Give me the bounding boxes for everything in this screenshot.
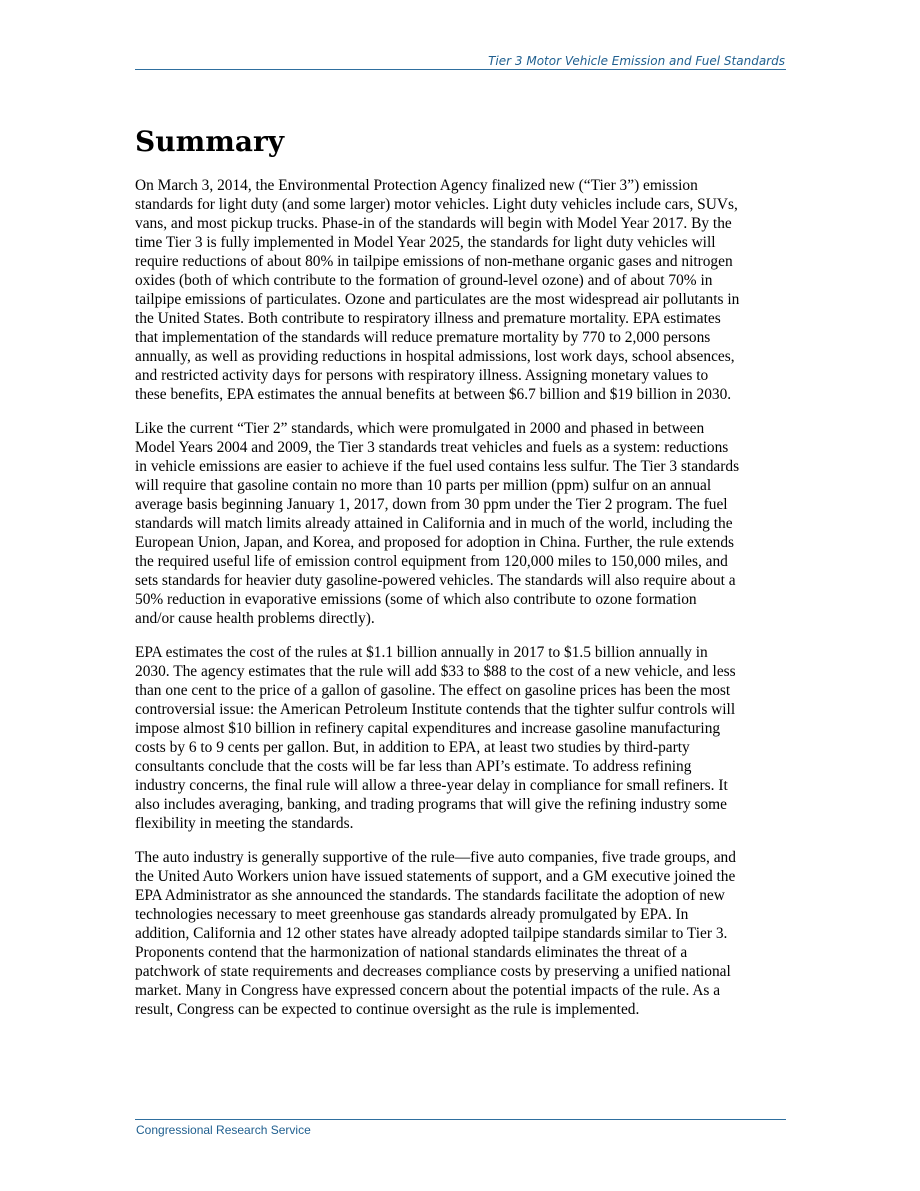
paragraph-4: The auto industry is generally supportive of the rule—five auto companies, five trade groups, and the United Auto Workers union have issued statements of support, and a GM executive joined the EPA Administrator as she announced the standards. The standards facilitate the adoption of new technologies necessary to meet greenhouse gas standards already promulgated by EPA. In addition, California and 12 other states have already adopted tailpipe standards similar to Tier 3. Proponents contend that the harmonization of national standards eliminates the threat of a patchwork of state requirements and decreases compliance costs by preserving a unified national market. Many in Congress have expressed concern about the potential impacts of the rule. As a result, Congress can be expected to continue oversight as the rule is implemented. (135, 849, 736, 1018)
paragraph-2: Like the current “Tier 2” standards, which were promulgated in 2000 and phased in between Model Years 2004 and 2009, the Tier 3 standards treat vehicles and fuels as a system: reductions in vehicle emissions are easier to achieve if the fuel used contains less sulfur. The Tier 3 standards will require that gasoline contain no more than 10 parts per million (ppm) sulfur on an annual average basis beginning January 1, 2017, down from 30 ppm under the Tier 2 program. The fuel standards will match limits already attained in California and in much of the world, including the European Union, Japan, and Korea, and proposed for adoption in China. Further, the rule extends the required useful life of emission control equipment from 120,000 miles to 150,000 miles, and sets standards for heavier duty gasoline-powered vehicles. The standards will also require about a 50% reduction in evaporative emissions (some of which also contribute to ozone formation and/or cause health problems directly). (135, 420, 740, 627)
paragraph-3: EPA estimates the cost of the rules at $1.1 billion annually in 2017 to $1.5 billion annually in 2030. The agency estimates that the rule will add $33 to $88 to the cost of a new vehicle, and less than one cent to the price of a gallon of gasoline. The effect on gasoline prices has been the most controversial issue: the American Petroleum Institute contends that the tighter sulfur controls will impose almost $10 billion in refinery capital expenditures and increase gasoline manufacturing costs by 6 to 9 cents per gallon. But, in addition to EPA, at least two studies by third-party consultants conclude that the costs will be far less than API’s estimate. To address refining industry concerns, the final rule will allow a three-year delay in compliance for small refiners. It also includes averaging, banking, and trading programs that will give the refining industry some flexibility in meeting the standards. (135, 644, 736, 832)
footer-text: Congressional Research Service (136, 1123, 311, 1137)
header-title: Tier 3 Motor Vehicle Emission and Fuel Standards (488, 54, 785, 68)
summary-body (135, 176, 786, 1034)
running-footer (135, 1119, 786, 1138)
running-header (135, 53, 786, 70)
paragraph-1: On March 3, 2014, the Environmental Protection Agency finalized new (“Tier 3”) emission standards for light duty (and some larger) motor vehicles. Light duty vehicles include cars, SUVs, vans, and most pickup trucks. Phase-in of the standards will begin with Model Year 2017. By the time Tier 3 is fully implemented in Model Year 2025, the standards for light duty vehicles will require reductions of about 80% in tailpipe emissions of non-methane organic gases and nitrogen oxides (both of which contribute to the formation of ground-level ozone) and of about 70% in tailpipe emissions of particulates. Ozone and particulates are the most widespread air pollutants in the United States. Both contribute to respiratory illness and premature mortality. EPA estimates that implementation of the standards will reduce premature mortality by 770 to 2,000 persons annually, as well as providing reductions in hospital admissions, lost work days, school absences, and restricted activity days for persons with respiratory illness. Assigning monetary values to these benefits, EPA estimates the annual benefits at between $6.7 billion and $19 billion in 2030. (135, 177, 740, 403)
section-heading: Summary (135, 125, 284, 158)
